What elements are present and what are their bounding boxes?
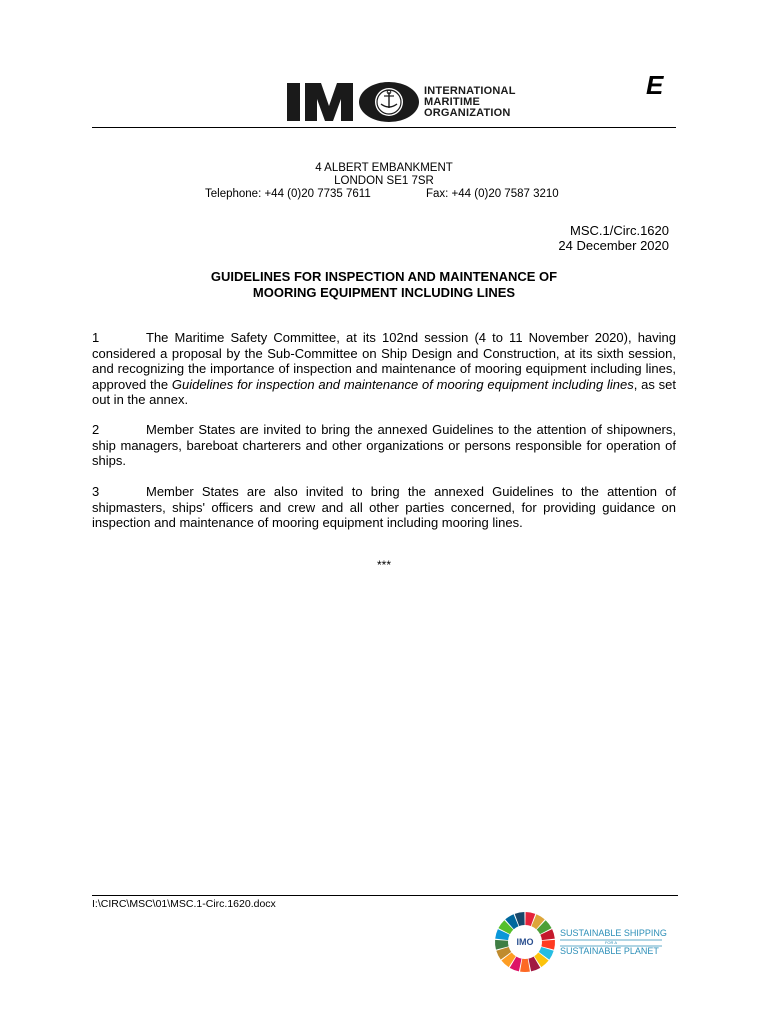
address-telephone: Telephone: +44 (0)20 7735 7611	[205, 188, 371, 200]
guidelines-title-italic: Guidelines for inspection and maintenance of mooring equipment including lines	[171, 376, 634, 392]
paragraph-3	[92, 484, 676, 531]
paragraph-text-end: , as set out in the annex.	[92, 376, 676, 407]
header-divider	[92, 127, 676, 128]
address-city: LONDON SE1 7SR	[334, 175, 434, 187]
paragraph-number: 1	[92, 330, 100, 345]
badge-line-1: SUSTAINABLE SHIPPING	[560, 928, 667, 938]
paragraph-2	[92, 422, 676, 469]
logo-line-1: INTERNATIONAL	[424, 85, 516, 97]
file-path: I:\CIRC\MSC\01\MSC.1-Circ.1620.docx	[92, 898, 276, 910]
document-date: 24 December 2020	[558, 238, 669, 253]
document-title-line-2: MOORING EQUIPMENT INCLUDING LINES	[252, 285, 516, 300]
paragraph-text: The Maritime Safety Committee, at its 102nd session (4 to 11 November 2020), having considered a proposal by the Sub-Committee on Ship Design and Construction, at its sixth session, and recognizing the importance of inspection and maintenance of mooring equipment including lines, approved the	[92, 330, 676, 392]
paragraph-text: Member States are also invited to bring the annexed Guidelines to the attention of shipmasters, ships' officers and crew and all other parties concerned, for providing guidance on inspection and maintenance of mooring equipment including mooring lines.	[92, 484, 676, 530]
imo-logo-graphic	[281, 74, 521, 130]
footer-divider	[92, 895, 678, 896]
document-reference: MSC.1/Circ.1620	[570, 223, 669, 238]
sustainable-shipping-badge	[490, 906, 690, 978]
paragraph-number: 2	[92, 422, 100, 437]
address-fax: Fax: +44 (0)20 7587 3210	[426, 188, 559, 200]
badge-line-3: SUSTAINABLE PLANET	[560, 946, 659, 956]
address-street: 4 ALBERT EMBANKMENT	[315, 162, 453, 174]
language-code: E	[646, 70, 664, 100]
paragraph-1	[92, 330, 676, 408]
sdg-wheel-segment	[520, 959, 530, 972]
document-title-line-1: GUIDELINES FOR INSPECTION AND MAINTENANCE OF	[210, 269, 558, 284]
logo-line-3: ORGANIZATION	[424, 107, 511, 119]
paragraph-number: 3	[92, 484, 100, 499]
badge-imo-mark: IMO	[516, 937, 534, 947]
imo-logo	[281, 74, 521, 130]
sdg-wheel-graphic	[490, 906, 690, 978]
badge-line-2: FOR A	[604, 940, 618, 945]
section-separator: ***	[376, 558, 391, 572]
logo-line-2: MARITIME	[424, 96, 480, 108]
paragraph-text: Member States are invited to bring the annexed Guidelines to the attention of shipowners, ship managers, bareboat charterers and other organizations or persons responsible for operation of ships.	[92, 422, 676, 468]
